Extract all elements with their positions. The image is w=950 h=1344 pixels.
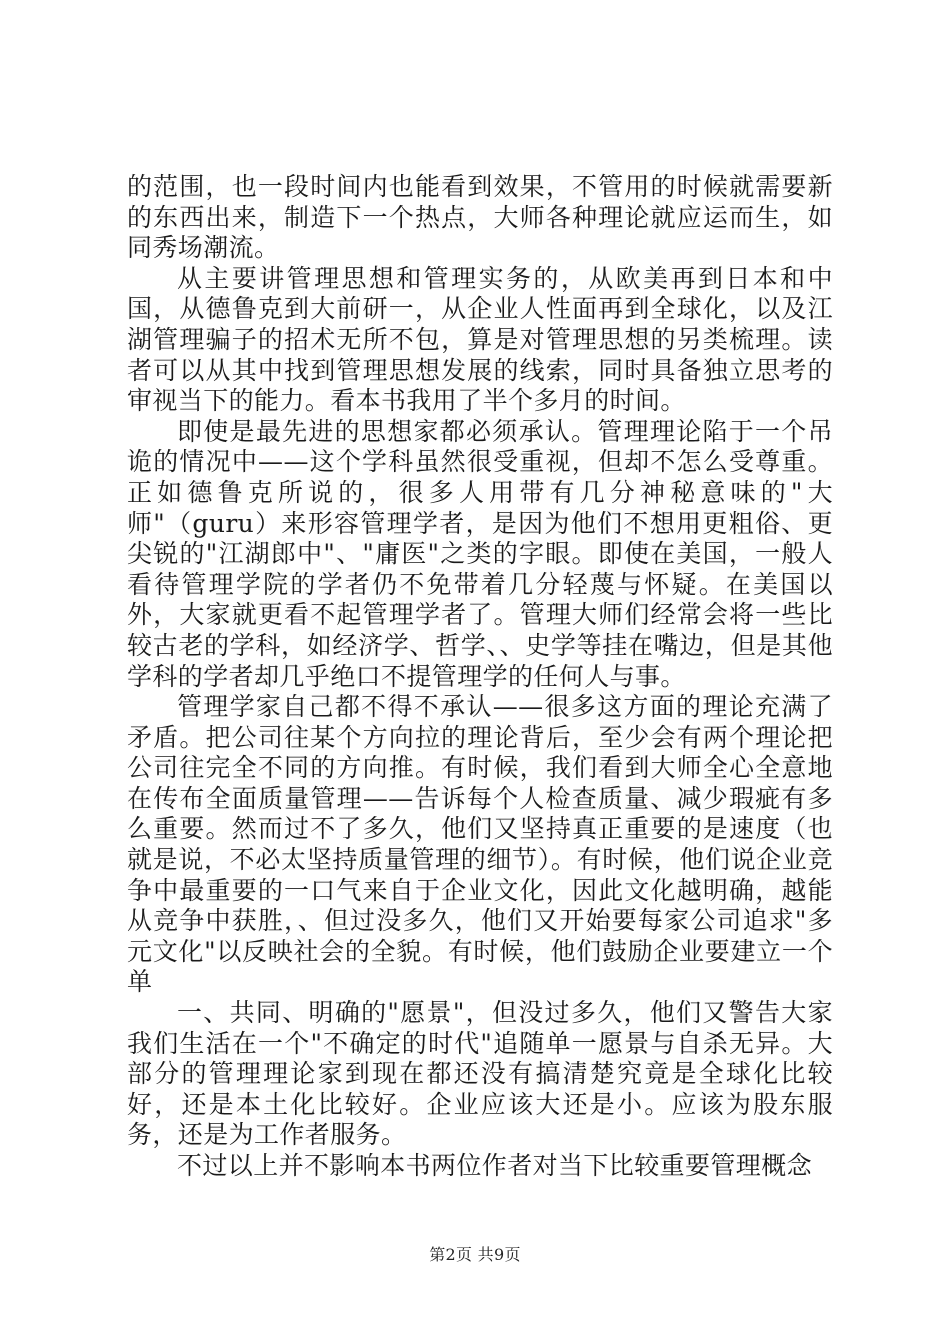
document-body bbox=[127, 172, 833, 1182]
paragraph-1: 的范围，也一段时间内也能看到效果，不管用的时候就需要新的东西出来，制造下一个热点，大师各种理论就应运而生，如同秀场潮流。 bbox=[127, 172, 833, 263]
paragraph-3: 即使是最先进的思想家都必须承认。管理理论陷于一个吊诡的情况中——这个学科虽然很受重视，但却不怎么受尊重。正如德鲁克所说的，很多人用带有几分神秘意味的"大师"（guru）来形容管理学者，是因为他们不想用更粗俗、更尖锐的"江湖郎中"、"庸医"之类的字眼。即使在美国，一般人看待管理学院的学者仍不免带着几分轻蔑与怀疑。在美国以外，大家就更看不起管理学者了。管理大师们经常会将一些比较古老的学科，如经济学、哲学、、史学等挂在嘴边，但是其他学科的学者却几乎绝口不提管理学的任何人与事。 bbox=[127, 416, 833, 691]
paragraph-6: 不过以上并不影响本书两位作者对当下比较重要管理概念 bbox=[177, 1151, 813, 1180]
page-number-footer: 第2页 共9页 bbox=[429, 1245, 521, 1264]
paragraph-2: 从主要讲管理思想和管理实务的，从欧美再到日本和中国，从德鲁克到大前研一，从企业人性面再到全球化，以及江湖管理骗子的招术无所不包，算是对管理思想的另类梳理。读者可以从其中找到管理思想发展的线索，同时具备独立思考的审视当下的能力。看本书我用了半个多月的时间。 bbox=[127, 263, 833, 416]
paragraph-4: 管理学家自己都不得不承认——很多这方面的理论充满了矛盾。把公司往某个方向拉的理论背后，至少会有两个理论把公司往完全不同的方向推。有时候，我们看到大师全心全意地在传布全面质量管理——告诉每个人检查质量、减少瑕疵有多么重要。然而过不了多久，他们又坚持真正重要的是速度（也就是说，不必太坚持质量管理的细节）。有时候，他们说企业竞争中最重要的一口气来自于企业文化，因此文化越明确，越能从竞争中获胜，、但过没多久，他们又开始要每家公司追求"多元文化"以反映社会的全貌。有时候，他们鼓励企业要建立一个单 bbox=[127, 692, 833, 997]
paragraph-5: 一、共同、明确的"愿景"，但没过多久，他们又警告大家我们生活在一个"不确定的时代"追随单一愿景与自杀无异。大部分的管理理论家到现在都还没有搞清楚究竟是全球化比较好，还是本土化比较好。企业应该大还是小。应该为股东服务，还是为工作者服务。 bbox=[127, 998, 833, 1150]
